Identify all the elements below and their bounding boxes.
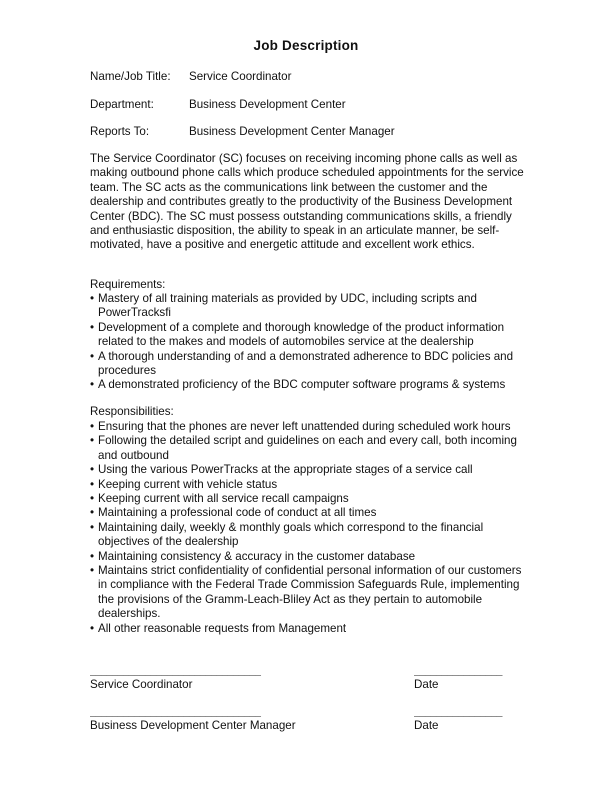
signature-label-coordinator: Service Coordinator (90, 678, 193, 691)
responsibility-text: Maintaining a professional code of conduct at all times (98, 506, 377, 520)
responsibility-text: Maintaining consistency & accuracy in the customer database (98, 549, 416, 563)
bullet-icon: • (90, 420, 95, 433)
responsibility-text: Keeping current with all service recall campaigns (98, 492, 349, 506)
bullet-icon: • (90, 349, 95, 363)
field-value: Business Development Center (189, 98, 346, 111)
responsibility-item (90, 420, 526, 434)
bullet-icon: • (90, 320, 95, 334)
requirement-item (90, 292, 526, 321)
job-summary-paragraph: The Service Coordinator (SC) focuses on receiving incoming phone calls as well as making outbound phone calls which produce scheduled appointments for the service team. The SC acts as the communications link between the customer and the dealership and contributes greatly to the productivity of the Business Development Center (BDC). The SC must possess outstanding communications skills, a friendly and enthusiastic disposition, the ability to speak in an articulate manner, be self-motivated, have a positive and energetic attitude and excellent work ethics. (90, 152, 524, 252)
responsibility-item (90, 622, 526, 636)
field-value: Service Coordinator (189, 70, 292, 83)
responsibility-text: Maintaining daily, weekly & monthly goals which correspond to the financial objectives of the dealership (98, 520, 484, 549)
bullet-icon: • (90, 463, 95, 477)
responsibility-text: Maintains strict confidentiality of confidential personal information of our customers in compliance with the Federal Trade Commission Safeguards Rule, implementing the provisions of the Gramm-Leach-Bliley Act as they pertain to automobile dealerships. (98, 564, 522, 621)
bullet-icon: • (90, 621, 95, 635)
responsibility-item (90, 564, 526, 622)
responsibility-item (90, 550, 526, 564)
bullet-icon: • (90, 434, 95, 448)
responsibilities-heading: Responsibilities: (90, 405, 174, 418)
bullet-icon: • (90, 477, 95, 491)
date-line-coordinator: ________________ (414, 668, 503, 679)
signature-line-coordinator: _______________________________ (90, 668, 261, 679)
responsibility-text: Following the detailed script and guidelines on each and every call, both incoming and outbound (98, 434, 517, 462)
signature-line-manager: _______________________________ (90, 709, 261, 720)
document-title: Job Description (253, 38, 359, 53)
responsibility-text: Ensuring that the phones are never left unattended during scheduled work hours (98, 420, 511, 433)
bullet-icon: • (90, 492, 95, 506)
bullet-icon: • (90, 549, 95, 563)
responsibilities-list (90, 420, 526, 636)
requirement-item (90, 350, 526, 379)
responsibility-item (90, 478, 526, 492)
responsibility-item (90, 463, 526, 477)
bullet-icon: • (90, 292, 95, 305)
field-label: Department: (90, 98, 154, 111)
signature-label-manager: Business Development Center Manager (90, 719, 296, 732)
requirement-text: Development of a complete and thorough knowledge of the product information related to the makes and models of automobiles service at the dealership (98, 320, 505, 349)
responsibility-item (90, 521, 526, 550)
bullet-icon: • (90, 564, 95, 578)
responsibility-item (90, 492, 526, 506)
responsibility-text: Using the various PowerTracks at the appropriate stages of a service call (98, 463, 473, 477)
date-label-coordinator: Date (414, 678, 439, 691)
date-line-manager: ________________ (414, 709, 503, 720)
bullet-icon: • (90, 520, 95, 534)
responsibility-text: Keeping current with vehicle status (98, 477, 278, 491)
requirements-heading: Requirements: (90, 278, 166, 291)
requirement-text: A thorough understanding of and a demonstrated adherence to BDC policies and procedures (98, 349, 514, 378)
requirement-item (90, 378, 526, 392)
requirements-list (90, 292, 526, 393)
responsibility-item (90, 506, 526, 520)
requirement-text: A demonstrated proficiency of the BDC computer software programs & systems (98, 378, 506, 392)
responsibility-item (90, 434, 526, 463)
responsibility-text: All other reasonable requests from Management (98, 621, 347, 635)
field-label: Reports To: (90, 125, 150, 138)
bullet-icon: • (90, 378, 95, 392)
requirement-item (90, 321, 526, 350)
requirement-text: Mastery of all training materials as provided by UDC, including scripts and PowerTracksfi (98, 292, 477, 320)
field-label: Name/Job Title: (90, 70, 171, 83)
date-label-manager: Date (414, 719, 439, 732)
field-value: Business Development Center Manager (189, 125, 395, 138)
bullet-icon: • (90, 506, 95, 520)
